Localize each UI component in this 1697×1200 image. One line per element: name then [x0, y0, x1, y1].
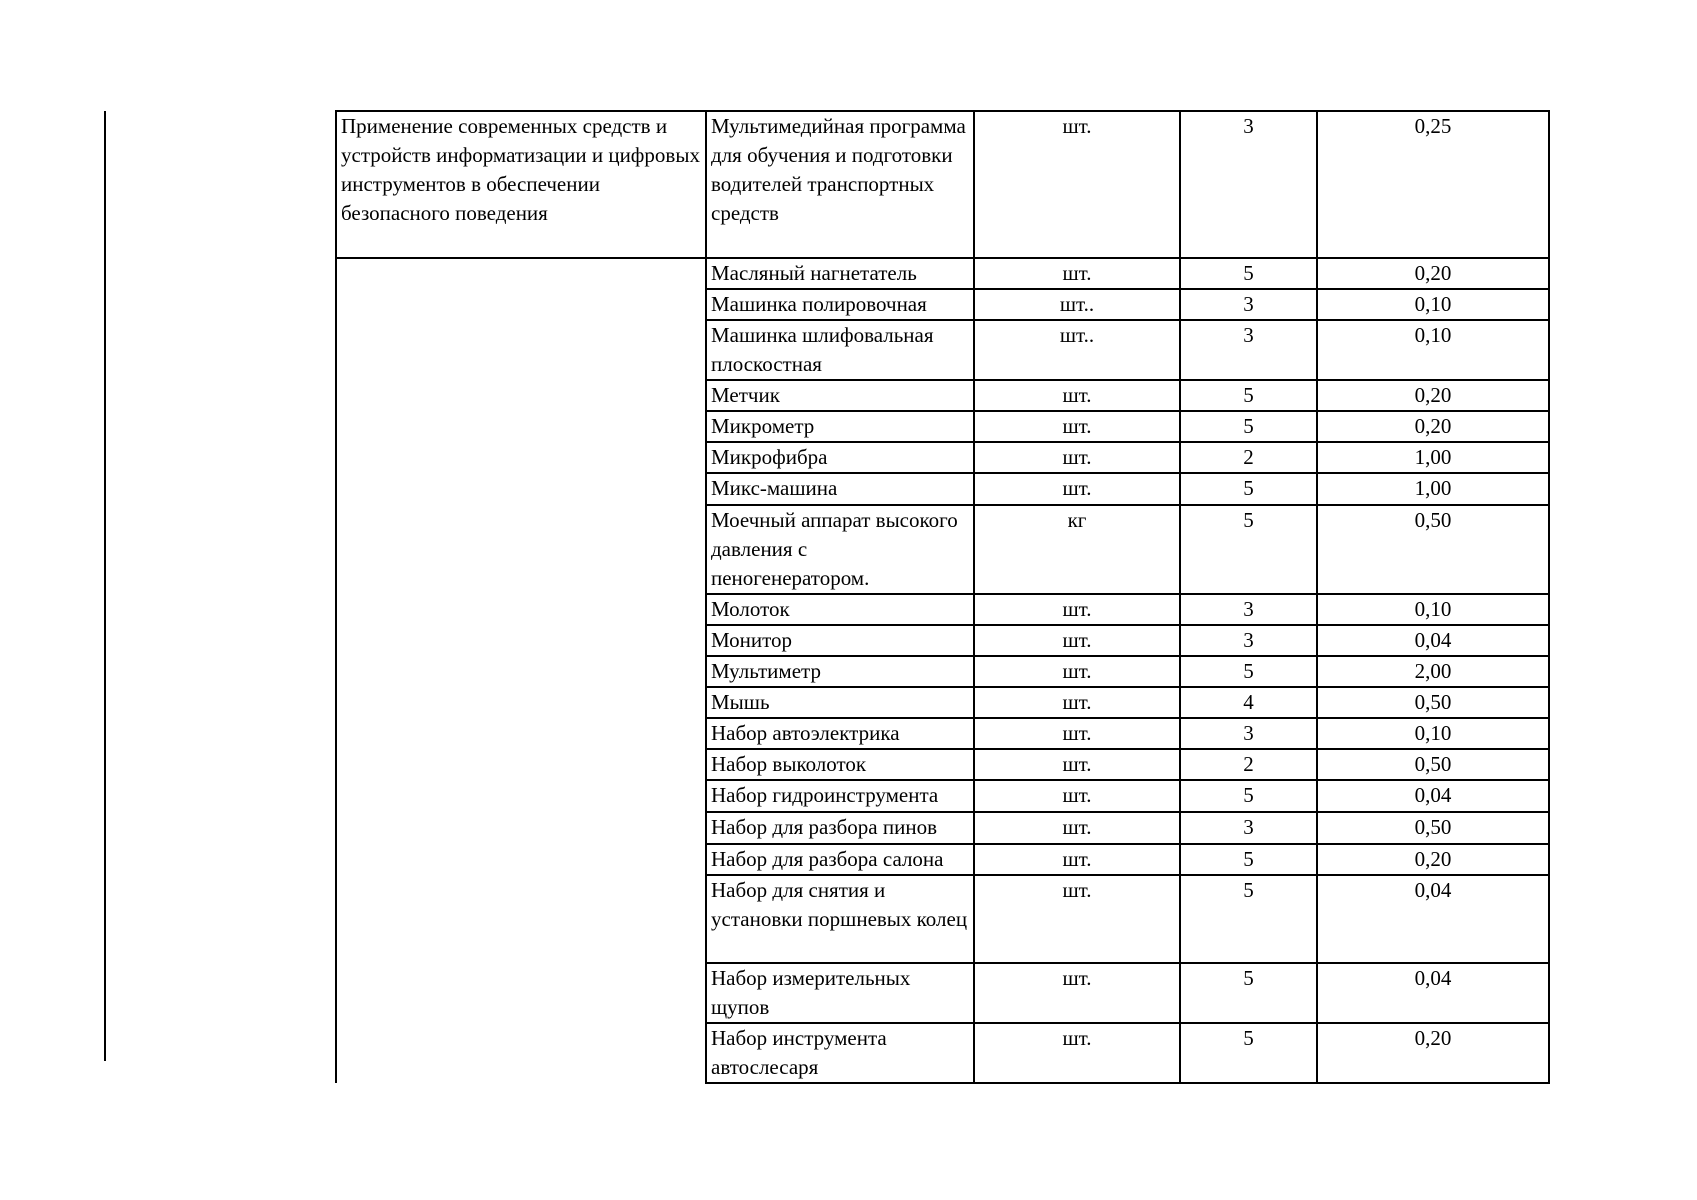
- coefficient-cell: 0,20: [1317, 380, 1549, 411]
- unit-cell: шт.: [974, 473, 1180, 505]
- table-body: [336, 111, 1549, 1083]
- item-name-cell: Набор выколоток: [706, 749, 974, 780]
- quantity-cell: 4: [1180, 687, 1317, 718]
- coefficient-cell: 0,20: [1317, 1023, 1549, 1083]
- coefficient-cell: 0,20: [1317, 258, 1549, 289]
- unit-cell: шт..: [974, 320, 1180, 380]
- unit-cell: шт.: [974, 258, 1180, 289]
- unit-cell: шт.: [974, 718, 1180, 749]
- unit-cell: шт.: [974, 380, 1180, 411]
- unit-cell: шт.: [974, 844, 1180, 875]
- quantity-cell: 3: [1180, 718, 1317, 749]
- item-name-cell: Монитор: [706, 625, 974, 656]
- coefficient-cell: 0,50: [1317, 687, 1549, 718]
- unit-cell: шт.: [974, 111, 1180, 258]
- item-name-cell: Молоток: [706, 594, 974, 625]
- item-name-cell: Набор измерительных щупов: [706, 963, 974, 1023]
- coefficient-cell: 0,50: [1317, 505, 1549, 594]
- coefficient-cell: 0,50: [1317, 812, 1549, 844]
- quantity-cell: 5: [1180, 380, 1317, 411]
- item-name-cell: Машинка полировочная: [706, 289, 974, 320]
- quantity-cell: 3: [1180, 289, 1317, 320]
- unit-cell: шт.: [974, 780, 1180, 812]
- unit-cell: шт.: [974, 594, 1180, 625]
- table-row: [336, 258, 1549, 289]
- item-name-cell: Микс-машина: [706, 473, 974, 505]
- left-margin-rule: [104, 111, 106, 1061]
- unit-cell: шт.: [974, 656, 1180, 687]
- unit-cell: шт.: [974, 625, 1180, 656]
- unit-cell: шт.: [974, 749, 1180, 780]
- item-name-cell: Мышь: [706, 687, 974, 718]
- section-empty-cell: [336, 258, 706, 1083]
- unit-cell: шт.: [974, 1023, 1180, 1083]
- unit-cell: шт..: [974, 289, 1180, 320]
- equipment-table: [335, 110, 1550, 1084]
- coefficient-cell: 0,10: [1317, 718, 1549, 749]
- quantity-cell: 5: [1180, 1023, 1317, 1083]
- coefficient-cell: 0,10: [1317, 289, 1549, 320]
- coefficient-cell: 0,20: [1317, 844, 1549, 875]
- item-name-cell: Набор гидроинструмента: [706, 780, 974, 812]
- coefficient-cell: 0,04: [1317, 625, 1549, 656]
- coefficient-cell: 0,50: [1317, 749, 1549, 780]
- item-name-cell: Набор для разбора пинов: [706, 812, 974, 844]
- item-name-cell: Набор инструмента автослесаря: [706, 1023, 974, 1083]
- item-name-cell: Мультиметр: [706, 656, 974, 687]
- item-name-cell: Метчик: [706, 380, 974, 411]
- item-name-cell: Набор для снятия и установки поршневых колец: [706, 875, 974, 963]
- item-name-cell: Моечный аппарат высокого давления с пеногенератором.: [706, 505, 974, 594]
- quantity-cell: 3: [1180, 812, 1317, 844]
- coefficient-cell: 1,00: [1317, 473, 1549, 505]
- quantity-cell: 5: [1180, 780, 1317, 812]
- coefficient-cell: 1,00: [1317, 442, 1549, 473]
- quantity-cell: 3: [1180, 594, 1317, 625]
- unit-cell: шт.: [974, 411, 1180, 442]
- quantity-cell: 2: [1180, 442, 1317, 473]
- quantity-cell: 3: [1180, 625, 1317, 656]
- coefficient-cell: 0,04: [1317, 963, 1549, 1023]
- quantity-cell: 5: [1180, 411, 1317, 442]
- coefficient-cell: 0,10: [1317, 594, 1549, 625]
- quantity-cell: 3: [1180, 111, 1317, 258]
- unit-cell: шт.: [974, 875, 1180, 963]
- quantity-cell: 5: [1180, 844, 1317, 875]
- item-name-cell: Мультимедийная программа для обучения и подготовки водителей транспортных средств: [706, 111, 974, 258]
- quantity-cell: 5: [1180, 505, 1317, 594]
- coefficient-cell: 0,10: [1317, 320, 1549, 380]
- quantity-cell: 3: [1180, 320, 1317, 380]
- quantity-cell: 5: [1180, 473, 1317, 505]
- table-row: [336, 111, 1549, 258]
- unit-cell: шт.: [974, 442, 1180, 473]
- quantity-cell: 5: [1180, 963, 1317, 1023]
- item-name-cell: Набор для разбора салона: [706, 844, 974, 875]
- unit-cell: шт.: [974, 963, 1180, 1023]
- item-name-cell: Набор автоэлектрика: [706, 718, 974, 749]
- item-name-cell: Микрофибра: [706, 442, 974, 473]
- item-name-cell: Микрометр: [706, 411, 974, 442]
- quantity-cell: 5: [1180, 656, 1317, 687]
- item-name-cell: Машинка шлифовальная плоскостная: [706, 320, 974, 380]
- unit-cell: шт.: [974, 812, 1180, 844]
- coefficient-cell: 0,04: [1317, 780, 1549, 812]
- coefficient-cell: 0,20: [1317, 411, 1549, 442]
- unit-cell: кг: [974, 505, 1180, 594]
- section-title-cell: Применение современных средств и устройств информатизации и цифровых инструментов в обеспечении безопасного поведения: [336, 111, 706, 258]
- coefficient-cell: 2,00: [1317, 656, 1549, 687]
- coefficient-cell: 0,04: [1317, 875, 1549, 963]
- item-name-cell: Масляный нагнетатель: [706, 258, 974, 289]
- quantity-cell: 2: [1180, 749, 1317, 780]
- quantity-cell: 5: [1180, 258, 1317, 289]
- unit-cell: шт.: [974, 687, 1180, 718]
- coefficient-cell: 0,25: [1317, 111, 1549, 258]
- quantity-cell: 5: [1180, 875, 1317, 963]
